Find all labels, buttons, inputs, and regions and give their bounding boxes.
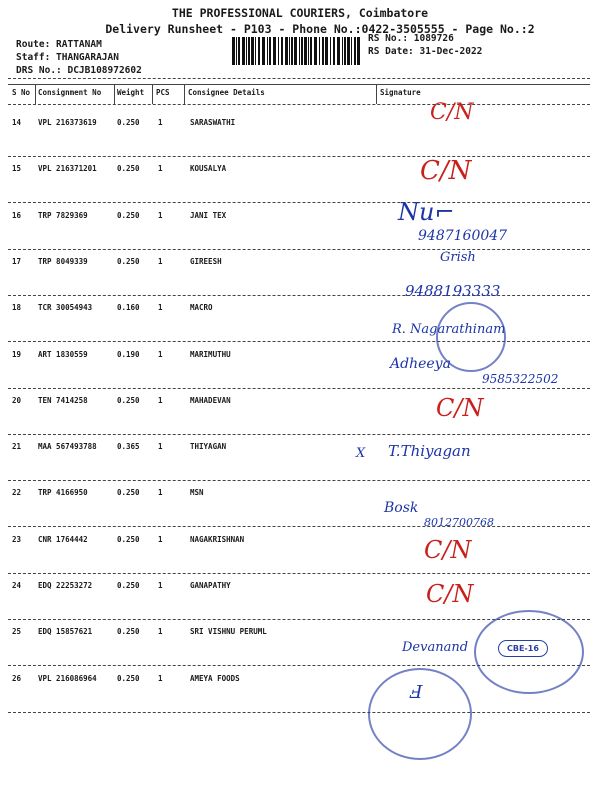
row-sno: 21 <box>12 442 22 452</box>
row-divider <box>8 249 590 250</box>
row-pcs: 1 <box>158 210 163 220</box>
barcode-bar <box>255 37 256 65</box>
table-row <box>0 211 600 257</box>
runsheet-subtitle: Delivery Runsheet - P103 - Phone No.:0422-3505555 - Page No.:2 <box>105 22 535 36</box>
row-divider <box>8 573 590 574</box>
signature-17: Grish <box>440 250 476 265</box>
col-consignment: Consignment No <box>38 88 102 97</box>
table-row <box>0 488 600 534</box>
row-divider <box>8 388 590 389</box>
signature-26: Ⅎ <box>410 682 423 703</box>
row-weight: 0.250 <box>117 488 140 498</box>
row-sno: 18 <box>12 303 22 313</box>
barcode-bar <box>278 37 279 65</box>
barcode-bar <box>354 37 356 65</box>
row-divider <box>8 156 590 157</box>
row-consignee: NAGAKRISHNAN <box>190 534 245 544</box>
row-weight: 0.250 <box>117 395 140 405</box>
row-divider <box>8 712 590 713</box>
row-consignee: MARIMUTHU <box>190 349 231 359</box>
barcode <box>232 37 360 65</box>
barcode-bar <box>232 37 235 65</box>
barcode-bar <box>248 37 250 65</box>
staff: Staff: THANGARAJAN <box>16 52 119 63</box>
row-consignment: TRP 4166950 <box>38 488 88 498</box>
barcode-bar <box>251 37 254 65</box>
row-consignment: TRP 8049339 <box>38 256 88 266</box>
barcode-bar <box>299 37 300 65</box>
row-sno: 25 <box>12 627 22 637</box>
row-sno: 19 <box>12 349 22 359</box>
signature-cn: C/N <box>426 580 474 608</box>
signature-cn: C/N <box>436 394 484 422</box>
col-weight: Weight <box>117 88 145 97</box>
row-sno: 20 <box>12 395 22 405</box>
row-weight: 0.365 <box>117 442 140 452</box>
signature-cn: C/N <box>420 156 472 186</box>
row-weight: 0.250 <box>117 164 140 174</box>
barcode-bar <box>304 37 307 65</box>
divider <box>8 78 590 79</box>
row-consignee: SRI VISHNU PERUML <box>190 627 267 637</box>
barcode-bar <box>273 37 276 65</box>
row-consignment: TCR 30054943 <box>38 303 93 313</box>
phone-22: 8012700768 <box>424 516 494 529</box>
rs-number: RS No.: 1089726 <box>368 33 454 44</box>
barcode-bar <box>269 37 271 65</box>
barcode-bar <box>289 37 290 65</box>
divider <box>114 84 115 104</box>
barcode-bar <box>294 37 297 65</box>
stamp-code-badge: CBE-16 <box>498 640 548 657</box>
barcode-bar <box>342 37 343 65</box>
barcode-bar <box>301 37 303 65</box>
barcode-bar <box>322 37 324 65</box>
row-sno: 24 <box>12 581 22 590</box>
barcode-bar <box>344 37 346 65</box>
signature-22: Bosk <box>384 500 419 516</box>
row-consignment: EDQ 22253272 <box>38 581 93 590</box>
row-consignment: VPL 216371201 <box>38 164 97 174</box>
row-pcs: 1 <box>158 118 163 127</box>
row-consignee: SARASWATHI <box>190 118 236 127</box>
table-row <box>0 303 600 349</box>
row-consignee: GIREESH <box>190 256 222 266</box>
row-pcs: 1 <box>158 303 163 313</box>
phone-16: 9487160047 <box>418 228 508 244</box>
col-consignee: Consignee Details <box>188 88 265 97</box>
row-pcs: 1 <box>158 164 163 174</box>
barcode-bar <box>258 37 260 65</box>
row-consignment: TRP 7829369 <box>38 210 88 220</box>
barcode-bar <box>330 37 331 65</box>
row-pcs: 1 <box>158 627 163 637</box>
barcode-bar <box>314 37 317 65</box>
row-consignment: VPL 216086964 <box>38 673 97 683</box>
barcode-bar <box>333 37 335 65</box>
table-header <box>0 88 600 102</box>
table-row <box>0 442 600 488</box>
signature-21: T.Thiyagan <box>388 442 471 460</box>
row-divider <box>8 526 590 527</box>
row-consignee: MAHADEVAN <box>190 395 231 405</box>
barcode-bar <box>357 37 360 65</box>
row-pcs: 1 <box>158 349 163 359</box>
barcode-bar <box>347 37 350 65</box>
row-weight: 0.250 <box>117 627 140 637</box>
table-row <box>0 164 600 210</box>
barcode-bar <box>242 37 245 65</box>
row-weight: 0.190 <box>117 349 140 359</box>
barcode-bar <box>310 37 312 65</box>
divider <box>8 104 590 105</box>
row-sno: 15 <box>12 164 22 174</box>
barcode-bar <box>285 37 288 65</box>
row-pcs: 1 <box>158 488 163 498</box>
table-row <box>0 257 600 303</box>
row-consignee: KOUSALYA <box>190 164 227 174</box>
row-divider <box>8 202 590 203</box>
col-sno: S No <box>12 88 31 97</box>
mark-21: X <box>356 446 366 461</box>
route-info <box>16 38 142 77</box>
row-consignee: THIYAGAN <box>190 442 227 452</box>
signature-19: Adheeya <box>390 356 451 372</box>
barcode-bar <box>351 37 352 65</box>
row-sno: 16 <box>12 210 22 220</box>
signature-16: Nu⌐ <box>398 198 455 226</box>
row-divider <box>8 480 590 481</box>
row-weight: 0.250 <box>117 256 140 266</box>
barcode-bar <box>319 37 320 65</box>
divider <box>376 84 377 104</box>
rs-date: RS Date: 31-Dec-2022 <box>368 46 483 57</box>
row-consignment: VPL 216373619 <box>38 118 97 127</box>
phone-17: 9488193333 <box>405 282 501 300</box>
barcode-bar <box>262 37 265 65</box>
route: Route: RATTANAM <box>16 39 102 50</box>
divider <box>8 84 590 85</box>
row-consignee: GANAPATHY <box>190 581 231 590</box>
signature-cn: C/N <box>430 100 474 125</box>
row-weight: 0.250 <box>117 210 140 220</box>
row-consignment: MAA 567493788 <box>38 442 97 452</box>
row-weight: 0.250 <box>117 581 140 590</box>
barcode-bar <box>325 37 328 65</box>
row-divider <box>8 434 590 435</box>
row-pcs: 1 <box>158 581 163 590</box>
row-consignee: JANI TEX <box>190 210 227 220</box>
row-sno: 17 <box>12 256 22 266</box>
row-pcs: 1 <box>158 256 163 266</box>
signature-25: Devanand <box>402 640 469 655</box>
row-divider <box>8 295 590 296</box>
drs-number: DRS No.: DCJB108972602 <box>16 65 142 76</box>
row-pcs: 1 <box>158 534 163 544</box>
barcode-bar <box>238 37 240 65</box>
row-consignment: ART 1830559 <box>38 349 88 359</box>
row-sno: 23 <box>12 534 22 544</box>
row-consignee: AMEYA FOODS <box>190 673 240 683</box>
barcode-bar <box>291 37 293 65</box>
row-pcs: 1 <box>158 673 163 683</box>
barcode-bar <box>337 37 340 65</box>
row-weight: 0.250 <box>117 534 140 544</box>
col-signature: Signature <box>380 88 421 97</box>
barcode-bar <box>246 37 247 65</box>
row-consignment: CNR 1764442 <box>38 534 88 544</box>
row-weight: 0.160 <box>117 303 140 313</box>
barcode-bar <box>236 37 237 65</box>
signature-cn: C/N <box>424 536 472 564</box>
row-pcs: 1 <box>158 395 163 405</box>
phone-19: 9585322502 <box>482 372 559 386</box>
row-weight: 0.250 <box>117 673 140 683</box>
row-consignment: EDQ 15857621 <box>38 627 93 637</box>
table-row <box>0 396 600 442</box>
row-consignment: TEN 7414258 <box>38 395 88 405</box>
barcode-bar <box>308 37 309 65</box>
company-title: THE PROFESSIONAL COURIERS, Coimbatore <box>171 6 429 20</box>
table-row <box>0 535 600 581</box>
table-row <box>0 118 600 164</box>
col-pcs: PCS <box>156 88 170 97</box>
row-consignee: MSN <box>190 488 204 498</box>
barcode-bar <box>267 37 268 65</box>
divider <box>184 84 185 104</box>
barcode-bar <box>281 37 283 65</box>
signature-18: R. Nagarathinam <box>392 322 506 337</box>
divider <box>152 84 153 104</box>
rs-info <box>368 32 482 58</box>
row-sno: 22 <box>12 488 22 498</box>
row-pcs: 1 <box>158 442 163 452</box>
row-sno: 14 <box>12 118 22 127</box>
row-consignee: MACRO <box>190 303 213 313</box>
divider <box>35 84 36 104</box>
row-sno: 26 <box>12 673 22 683</box>
row-weight: 0.250 <box>117 118 140 127</box>
